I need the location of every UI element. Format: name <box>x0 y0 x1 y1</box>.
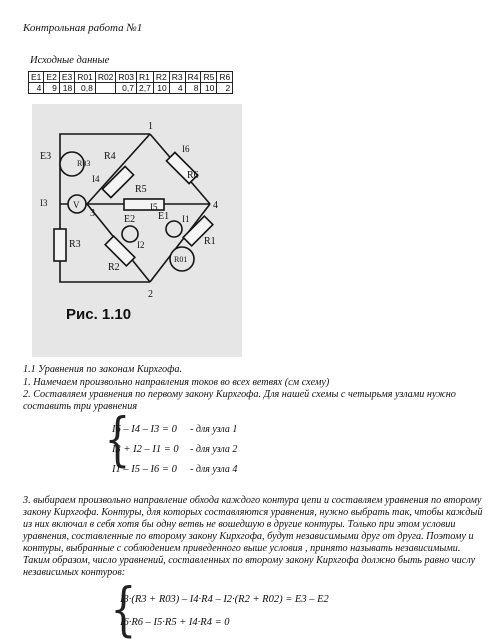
section-1-1-heading: 1.1 Уравнения по законам Кирхгофа. <box>23 364 183 375</box>
step-3-line: контуры, выбранные с соблюдением приведенного выше условия , принято называть независимыми. <box>23 543 461 554</box>
table-value-cell: 18 <box>59 83 74 94</box>
label-i6: I6 <box>182 144 190 154</box>
table-value-cell <box>95 83 116 94</box>
table-value-cell: 2,7 <box>137 83 154 94</box>
kcl-equation-node1: I6 – I4 – I3 = 0 <box>112 424 177 435</box>
table-header-cell: R2 <box>153 72 169 83</box>
kcl-equation-node2: I3 + I2 – I1 = 0 <box>112 444 179 455</box>
step-3-line: независимых контуров: <box>23 567 126 578</box>
table-values-row <box>29 83 233 94</box>
table-value-cell: 9 <box>44 83 59 94</box>
step-3-line: Таким образом, число уравнений, составленных по второму закону Кирхгофа должно быть равно числу <box>23 555 476 566</box>
step-2-text-line1: 2. Составляем уравнения по первому закону Кирхгофа. Для нашей схемы с четырьмя узлами нужно <box>23 389 456 400</box>
label-r3: R3 <box>69 239 81 250</box>
step-1-text: 1. Намечаем произвольно направления токов во всех ветвях (см схему) <box>23 377 330 388</box>
circuit-diagram-figure <box>32 104 242 357</box>
table-value-cell: 2 <box>217 83 233 94</box>
table-value-cell: 4 <box>169 83 185 94</box>
source-data-heading: Исходные данные <box>30 55 110 66</box>
table-value-cell: 10 <box>201 83 217 94</box>
label-r6: R6 <box>187 170 199 181</box>
kcl-note-node2: - для узла 2 <box>190 444 238 455</box>
table-value-cell: 0,8 <box>75 83 96 94</box>
label-e2: E2 <box>124 214 136 225</box>
step-2-text-line2: составить три уравнения <box>23 401 138 412</box>
label-r03: R03 <box>77 159 91 168</box>
figure-caption: Рис. 1.10 <box>66 306 132 323</box>
table-value-cell: 8 <box>185 83 201 94</box>
node-label-1: 1 <box>148 121 153 132</box>
node-label-4: 4 <box>213 200 218 211</box>
label-i1: I1 <box>182 214 190 224</box>
label-v: V <box>73 200 80 210</box>
step-3-line: закону Кирхгофа. Контуры, для которых составляются уравнения, нужно выбрать так, чтобы каждый <box>23 507 483 518</box>
table-header-cell: R1 <box>137 72 154 83</box>
table-header-cell: R01 <box>75 72 96 83</box>
table-header-cell: E3 <box>59 72 74 83</box>
table-header-cell: R3 <box>169 72 185 83</box>
label-i3: I3 <box>40 198 48 208</box>
table-header-row <box>29 72 233 83</box>
table-value-cell: 4 <box>29 83 44 94</box>
table-header-cell: R03 <box>116 72 137 83</box>
table-header-cell: E1 <box>29 72 44 83</box>
label-i4: I4 <box>92 174 100 184</box>
kcl-note-node1: - для узла 1 <box>190 424 238 435</box>
document-title: Контрольная работа №1 <box>23 22 143 34</box>
label-i2: I2 <box>137 240 145 250</box>
table-header-cell: R5 <box>201 72 217 83</box>
table-header-cell: R4 <box>185 72 201 83</box>
label-r1: R1 <box>204 236 216 247</box>
label-r5: R5 <box>135 184 147 195</box>
source-data-table <box>28 71 233 94</box>
node-label-2: 2 <box>148 289 153 300</box>
kvl-equation-1: I3·(R3 + R03) – I4·R4 – I2·(R2 + R02) = E3 – E2 <box>120 594 329 605</box>
table-value-cell: 0,7 <box>116 83 137 94</box>
label-i5: I5 <box>150 202 158 212</box>
label-e3: E3 <box>40 151 52 162</box>
kcl-note-node4: - для узла 4 <box>190 464 238 475</box>
step-3-line: 3. выбираем произвольно направление обхода каждого контура цепи и составляем уравнения по второму <box>23 495 482 506</box>
step-3-line: из них включал в себя хотя бы одну ветвь не вошедшую в другие контуры. Только при этом условии <box>23 519 456 530</box>
table-value-cell: 10 <box>153 83 169 94</box>
circuit-diagram <box>32 104 242 357</box>
label-r01: R01 <box>174 255 188 264</box>
label-r4: R4 <box>104 151 116 162</box>
table-header-cell: R6 <box>217 72 233 83</box>
node-label-3: 3 <box>90 208 95 219</box>
table-header-cell: R02 <box>95 72 116 83</box>
kcl-brace: { <box>104 405 131 473</box>
kcl-equation-node4: I1 – I5 – I6 = 0 <box>112 464 177 475</box>
kvl-equation-2: I6·R6 – I5·R5 + I4·R4 = 0 <box>120 617 230 628</box>
label-e1: E1 <box>158 211 170 222</box>
step-3-line: уравнения, составленные по второму закону Кирхгофа, будут независимыми друг от друга. Поэтому и <box>23 531 474 542</box>
table-header-cell: E2 <box>44 72 59 83</box>
label-r2: R2 <box>108 262 120 273</box>
kvl-brace: { <box>110 575 137 643</box>
